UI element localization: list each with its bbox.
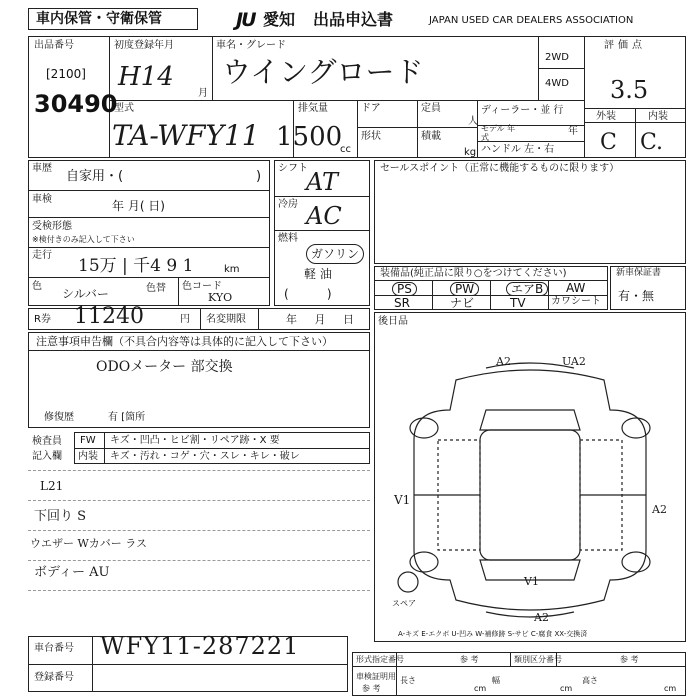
door-label: ドア <box>361 103 381 114</box>
score-label: 評価点 <box>604 40 646 51</box>
exterior-label: 外装 <box>596 111 616 122</box>
drive-2wd: 2WD <box>545 52 569 63</box>
warranty-label: 新車保証書 <box>616 268 662 278</box>
receiving-label: 受検形態 <box>32 221 72 232</box>
car-cert-ref: 参 考 <box>362 684 381 693</box>
equip-leather: カワシート <box>551 296 601 307</box>
interior-inspect-text: キズ・汚れ・コゲ・穴・スレ・キレ・破レ <box>110 451 300 462</box>
mark-left: V1 <box>394 493 411 507</box>
color-change-label: 色替 <box>146 283 166 294</box>
mileage-unit: km <box>224 264 240 275</box>
displacement-label: 排気量 <box>298 103 328 114</box>
lot-number: 30490 <box>34 90 118 118</box>
memo-label: 後日品 <box>378 316 408 327</box>
mark-front-1: A2 <box>496 355 511 368</box>
repair-label: 修復歴 <box>44 412 74 423</box>
color-code-label: 色コード <box>182 281 222 292</box>
model-cert-ref: 参 考 <box>460 655 479 664</box>
exterior-value: C <box>600 130 617 155</box>
car-cert-label: 車検証明用 <box>356 672 396 681</box>
ac-label: 冷房 <box>278 199 298 210</box>
color-label: 色 <box>32 281 42 292</box>
capacity-unit: 人 <box>468 116 478 127</box>
mark-rear-2: A2 <box>534 611 549 624</box>
history-label: 車歴 <box>32 163 52 174</box>
equip-airbag: エアB <box>506 282 548 296</box>
drive-4wd: 4WD <box>545 78 569 89</box>
deadline-value: 年 月 日 <box>286 313 354 326</box>
equip-sr: SR <box>394 296 410 310</box>
length-label: 長さ <box>400 676 416 685</box>
month-unit: 月 <box>198 88 208 99</box>
storage-label: 車内保管・守衛保管 <box>36 11 162 27</box>
lot-code: [2100] <box>46 67 86 81</box>
class-label: 類別区分番号 <box>514 655 562 664</box>
model-label: 型式 <box>114 103 134 114</box>
form-title: 出品申込書 <box>313 10 394 29</box>
history-value: 自家用・( <box>66 169 124 184</box>
shaken-label: 車検 <box>32 194 52 205</box>
inspect-note-1: L21 <box>40 479 64 493</box>
interior-value: C. <box>640 130 664 155</box>
equip-ps: PS <box>392 282 417 296</box>
color-value: シルバー <box>62 287 109 301</box>
cm-1: cm <box>474 684 487 693</box>
damage-legend: A-キズ E-エクボ U-凹み W-補修跡 S-サビ C-腐食 XX-交換済 <box>398 630 588 638</box>
fuel-value: ガソリン <box>306 244 364 264</box>
deadline-label: 名変期限 <box>206 314 246 325</box>
score-value: 3.5 <box>610 76 649 104</box>
recycle-value: 11240 <box>74 304 144 329</box>
class-ref: 参 考 <box>620 655 639 664</box>
interior-label: 内装 <box>648 111 668 122</box>
mark-rear-1: V1 <box>524 575 539 588</box>
inspect-note-2: 下回り S <box>34 509 87 524</box>
fuel-diesel: 軽 油 <box>304 267 332 281</box>
model-cert-label: 形式指定番号 <box>356 655 404 664</box>
receiving-note: ※検付きのみ記入して下さい <box>32 235 135 244</box>
inspect-note-3: ウエザー Wカバー ラス <box>30 537 147 550</box>
first-reg-value: H14 <box>118 62 174 92</box>
shift-value: AT <box>306 168 339 196</box>
inspect-note-4: ボディー AU <box>34 565 110 580</box>
first-reg-label: 初度登録年月 <box>114 40 174 51</box>
mileage-value: 15万 | 千4 9 1 <box>78 256 194 276</box>
equip-navi: ナビ <box>450 296 475 310</box>
car-name-value: ウイングロード <box>222 55 424 89</box>
shift-label: シフト <box>278 163 308 174</box>
color-code-value: KYO <box>208 291 233 304</box>
history-close: ) <box>256 169 262 184</box>
selling-points-label: セールスポイント（正常に機能するものに限ります） <box>380 163 620 174</box>
inspector-label-1: 検査員 <box>32 436 62 447</box>
fuel-paren: ( ) <box>284 287 332 301</box>
mark-front-2: UA2 <box>562 355 586 368</box>
load-label: 積載 <box>421 131 441 142</box>
displacement-value: 1500 <box>276 122 343 152</box>
capacity-label: 定員 <box>421 103 441 114</box>
mark-right: A2 <box>652 503 667 516</box>
notes-line1: ODOメーター 部交換 <box>96 359 233 375</box>
org-name: JAPAN USED CAR DEALERS ASSOCIATION <box>429 15 634 26</box>
load-unit: kg <box>464 147 477 158</box>
fw-text: キズ・凹凸・ヒビ割・リペア跡・X 要 <box>110 435 280 446</box>
recycle-yen: 円 <box>180 314 190 325</box>
chassis-value: WFY11-287221 <box>100 632 300 660</box>
fuel-label: 燃料 <box>278 233 298 244</box>
year-unit: 年 <box>568 126 578 137</box>
equipment-label: 装備品(純正品に限り○をつけてください) <box>380 268 567 279</box>
cm-2: cm <box>560 684 573 693</box>
dealer-label: ディーラー・並 行 <box>481 105 564 116</box>
model-year-label: モデル 年式 <box>481 124 516 142</box>
interior-inspect-label: 内装 <box>78 451 98 462</box>
car-diagram <box>376 350 684 630</box>
displacement-unit: cc <box>340 144 351 155</box>
ac-value: AC <box>306 202 342 230</box>
cm-3: cm <box>664 684 677 693</box>
equip-pw: PW <box>450 282 479 296</box>
warranty-value: 有・無 <box>618 289 655 303</box>
spare-label: スペア <box>392 599 416 608</box>
width-label: 幅 <box>492 676 500 685</box>
equip-aw: AW <box>566 281 586 295</box>
mileage-label: 走行 <box>32 250 52 261</box>
lot-label: 出品番号 <box>34 40 74 51</box>
registration-number-label: 登録番号 <box>34 672 74 683</box>
selling-points-box <box>374 160 686 264</box>
recycle-label: R券 <box>34 314 51 325</box>
name-grade-label: 車名・グレード <box>216 40 286 51</box>
repair-value: 有 [箇所 <box>108 412 146 423</box>
inspector-label-2: 記入欄 <box>32 451 62 462</box>
logo-text: 愛知 <box>263 10 296 29</box>
shaken-value: 年 月( 日) <box>112 199 165 213</box>
notes-label: 注意事項申告欄（不具合内容等は具体的に記入して下さい） <box>36 335 333 348</box>
ju-logo-icon: JU <box>236 9 255 31</box>
fw-label: FW <box>80 435 96 446</box>
shape-label: 形状 <box>361 131 381 142</box>
chassis-label: 車台番号 <box>34 643 74 654</box>
model-value: TA-WFY11 <box>112 119 260 152</box>
handle-label: ハンドル 左・右 <box>481 144 555 155</box>
equip-tv: TV <box>510 296 526 310</box>
height-label: 高さ <box>582 676 598 685</box>
